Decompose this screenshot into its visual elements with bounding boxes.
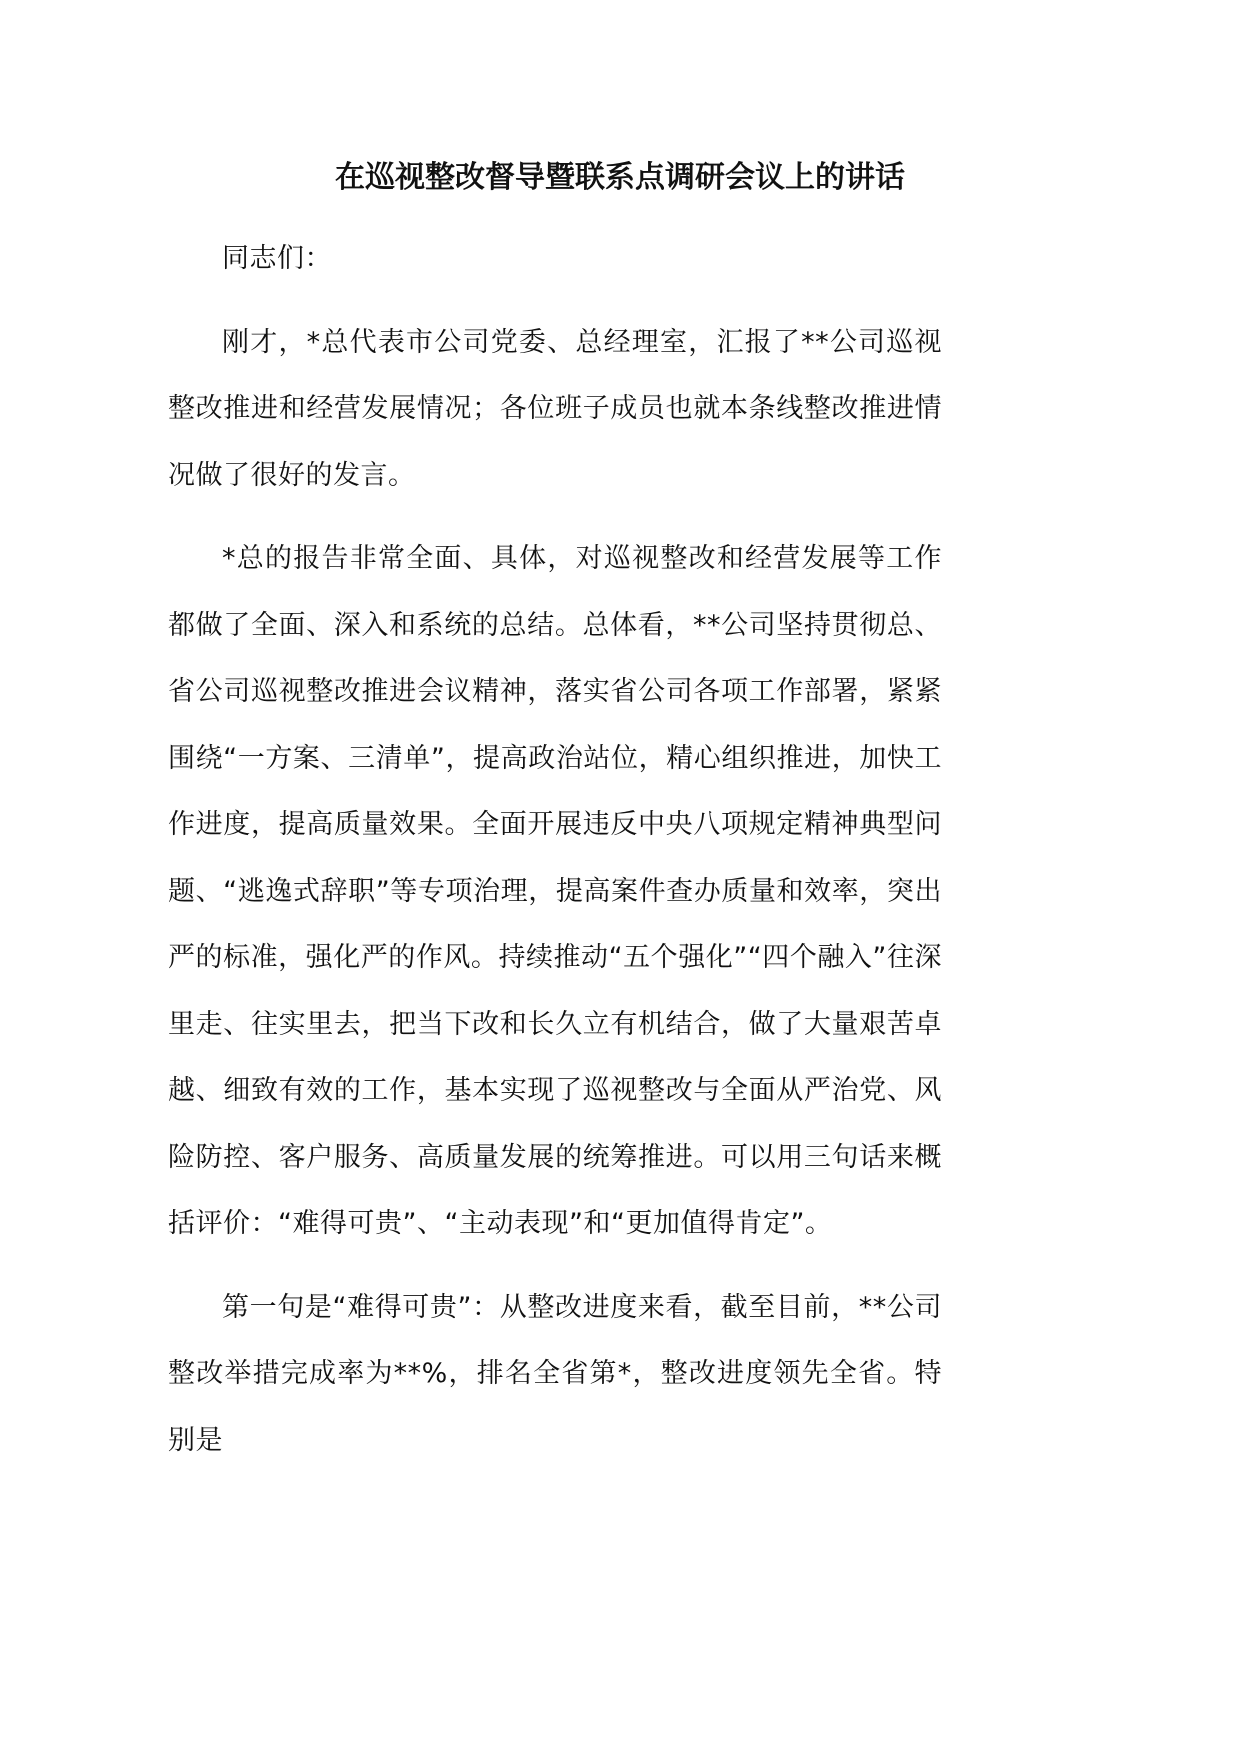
document-body — [168, 226, 942, 1491]
document-title: 在巡视整改督导暨联系点调研会议上的讲话 — [335, 160, 905, 195]
paragraph: 第一句是“难得可贵”：从整改进度来看，截至目前，**公司整改举措完成率为**%，排名全省第*，整改进度领先全省。特别是 — [168, 1291, 942, 1456]
paragraph: *总的报告非常全面、具体，对巡视整改和经营发展等工作都做了全面、深入和系统的总结。总体看，**公司坚持贯彻总、省公司巡视整改推进会议精神，落实省公司各项工作部署，紧紧围绕“一方案、三清单”，提高政治站位，精心组织推进，加快工作进度，提高质量效果。全面开展违反中央八项规定精神典型问题、“逃逸式辞职”等专项治理，提高案件查办质量和效率，突出严的标准，强化严的作风。持续推动“五个强化”“四个融入”往深里走、往实里去，把当下改和长久立有机结合，做了大量艰苦卓越、细致有效的工作，基本实现了巡视整改与全面从严治党、风险防控、客户服务、高质量发展的统筹推进。可以用三句话来概括评价：“难得可贵”、“主动表现”和“更加值得肯定”。 — [168, 543, 942, 1239]
salutation: 同志们： — [222, 243, 332, 274]
paragraph: 刚才，*总代表市公司党委、总经理室，汇报了**公司巡视整改推进和经营发展情况；各位班子成员也就本条线整改推进情况做了很好的发言。 — [168, 326, 942, 491]
